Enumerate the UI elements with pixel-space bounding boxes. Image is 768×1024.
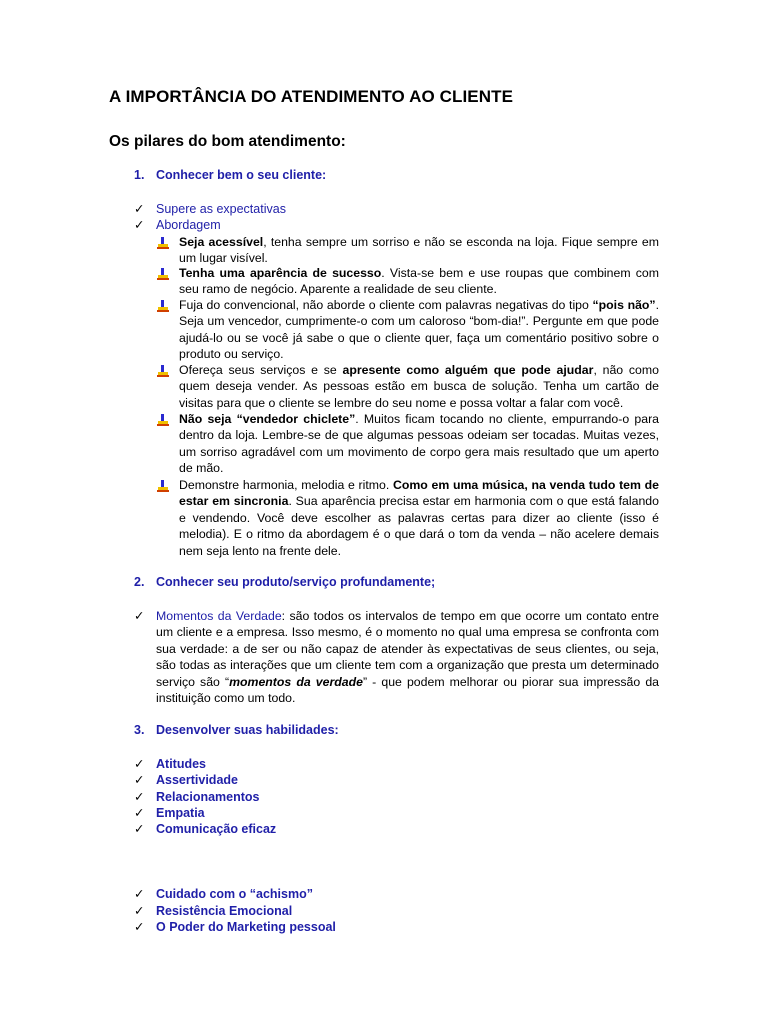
section-label: Conhecer seu produto/serviço profundamente; <box>156 575 436 589</box>
hand-bullet-icon <box>156 299 170 313</box>
checklist-item: ✓ Resistência Emocional <box>134 904 293 918</box>
section-1-heading <box>134 168 326 182</box>
checkmark-icon: ✓ <box>134 609 145 623</box>
checklist-item-label: Abordagem <box>156 218 221 232</box>
list-item: Não seja “vendedor chiclete”. Muitos ficam tocando no cliente, empurrando-o para dentro da loja. Lembre-se de que algumas pessoas odeiam ser tocadas. Muitas vezes, um sorriso agradável com um movimento de corpo gera mais resultado que um aperto de mão. <box>179 412 659 476</box>
checklist-item: ✓ Assertividade <box>134 773 238 787</box>
section-number: 2. <box>134 575 145 589</box>
checkmark-icon: ✓ <box>134 904 145 918</box>
checkmark-icon: ✓ <box>134 202 145 216</box>
hand-bullet-icon <box>156 236 170 250</box>
checkmark-icon: ✓ <box>134 920 145 934</box>
list-item: Seja acessível, tenha sempre um sorriso e não se esconda na loja. Fique sempre em um lugar visível. <box>179 235 659 266</box>
document-title: A IMPORTÂNCIA DO ATENDIMENTO AO CLIENTE <box>109 87 514 106</box>
section-3-heading <box>134 723 339 737</box>
list-item: Fuja do convencional, não aborde o cliente com palavras negativas do tipo “pois não”. Seja um vencedor, cumprimente-o com um caloroso “bom-dia!”. Pergunte em que pode ajudá-lo ou se você já sabe o que o cliente quer, faça um comentário positivo sobre o produto ou serviço. <box>179 298 659 362</box>
checkmark-icon: ✓ <box>134 822 145 836</box>
checklist-item-label: Supere as expectativas <box>156 202 286 216</box>
section-label: Conhecer bem o seu cliente: <box>156 168 327 182</box>
checklist-item: ✓ Relacionamentos <box>134 790 260 804</box>
hand-bullet-icon <box>156 413 170 427</box>
momentos-da-verdade-paragraph: Momentos da Verdade: são todos os intervalos de tempo em que ocorre um contato entre um cliente e a empresa. Isso mesmo, é o momento no qual uma empresa se confronta com sua verdade: a de ser ou não capaz de atender às expectativas de seus clientes, ou seja, são todas as interações que um cliente tem com a organização que presta um determinado serviço são “momentos da verdade” - que podem melhorar ou piorar sua impressão da instituição como um todo. <box>156 609 659 706</box>
checklist-item: ✓ Cuidado com o “achismo” <box>134 887 313 901</box>
section-label: Desenvolver suas habilidades: <box>156 723 339 737</box>
section-2-heading <box>134 575 435 589</box>
document-subtitle: Os pilares do bom atendimento: <box>109 133 346 150</box>
list-item: Ofereça seus serviços e se apresente como alguém que pode ajudar, não como quem deseja vender. As pessoas estão em busca de solução. Tenha um cartão de visitas para que o cliente se lembre do seu nome e possa voltar a falar com você. <box>179 363 659 410</box>
checkmark-icon: ✓ <box>134 790 145 804</box>
checkmark-icon: ✓ <box>134 806 145 820</box>
checkmark-icon: ✓ <box>134 773 145 787</box>
checklist-item: ✓ Atitudes <box>134 757 206 771</box>
section-number: 1. <box>134 168 145 182</box>
checkmark-icon: ✓ <box>134 218 145 232</box>
checklist-item <box>134 217 221 233</box>
hand-bullet-icon <box>156 267 170 281</box>
checklist-item: ✓ Empatia <box>134 806 205 820</box>
hand-bullet-icon <box>156 364 170 378</box>
hand-bullet-icon <box>156 479 170 493</box>
checkmark-icon: ✓ <box>134 757 145 771</box>
list-item: Demonstre harmonia, melodia e ritmo. Como em uma música, na venda tudo tem de estar em sincronia. Sua aparência precisa estar em harmonia com o que está falando e vendendo. Você deve escolher as palavras certas para dizer ao cliente (isso é melodia). E o ritmo da abordagem é o que dará o tom da venda – não acelere demais nem seja lento na frente dele. <box>179 478 659 558</box>
checklist-item: ✓ O Poder do Marketing pessoal <box>134 920 336 934</box>
section-number: 3. <box>134 723 145 737</box>
list-item: Tenha uma aparência de sucesso. Vista-se bem e use roupas que combinem com seu ramo de negócio. Aparente a realidade de seu cliente. <box>179 266 659 297</box>
checklist-item: ✓ Comunicação eficaz <box>134 822 277 836</box>
checkmark-icon: ✓ <box>134 887 145 901</box>
checklist-item <box>134 201 286 217</box>
